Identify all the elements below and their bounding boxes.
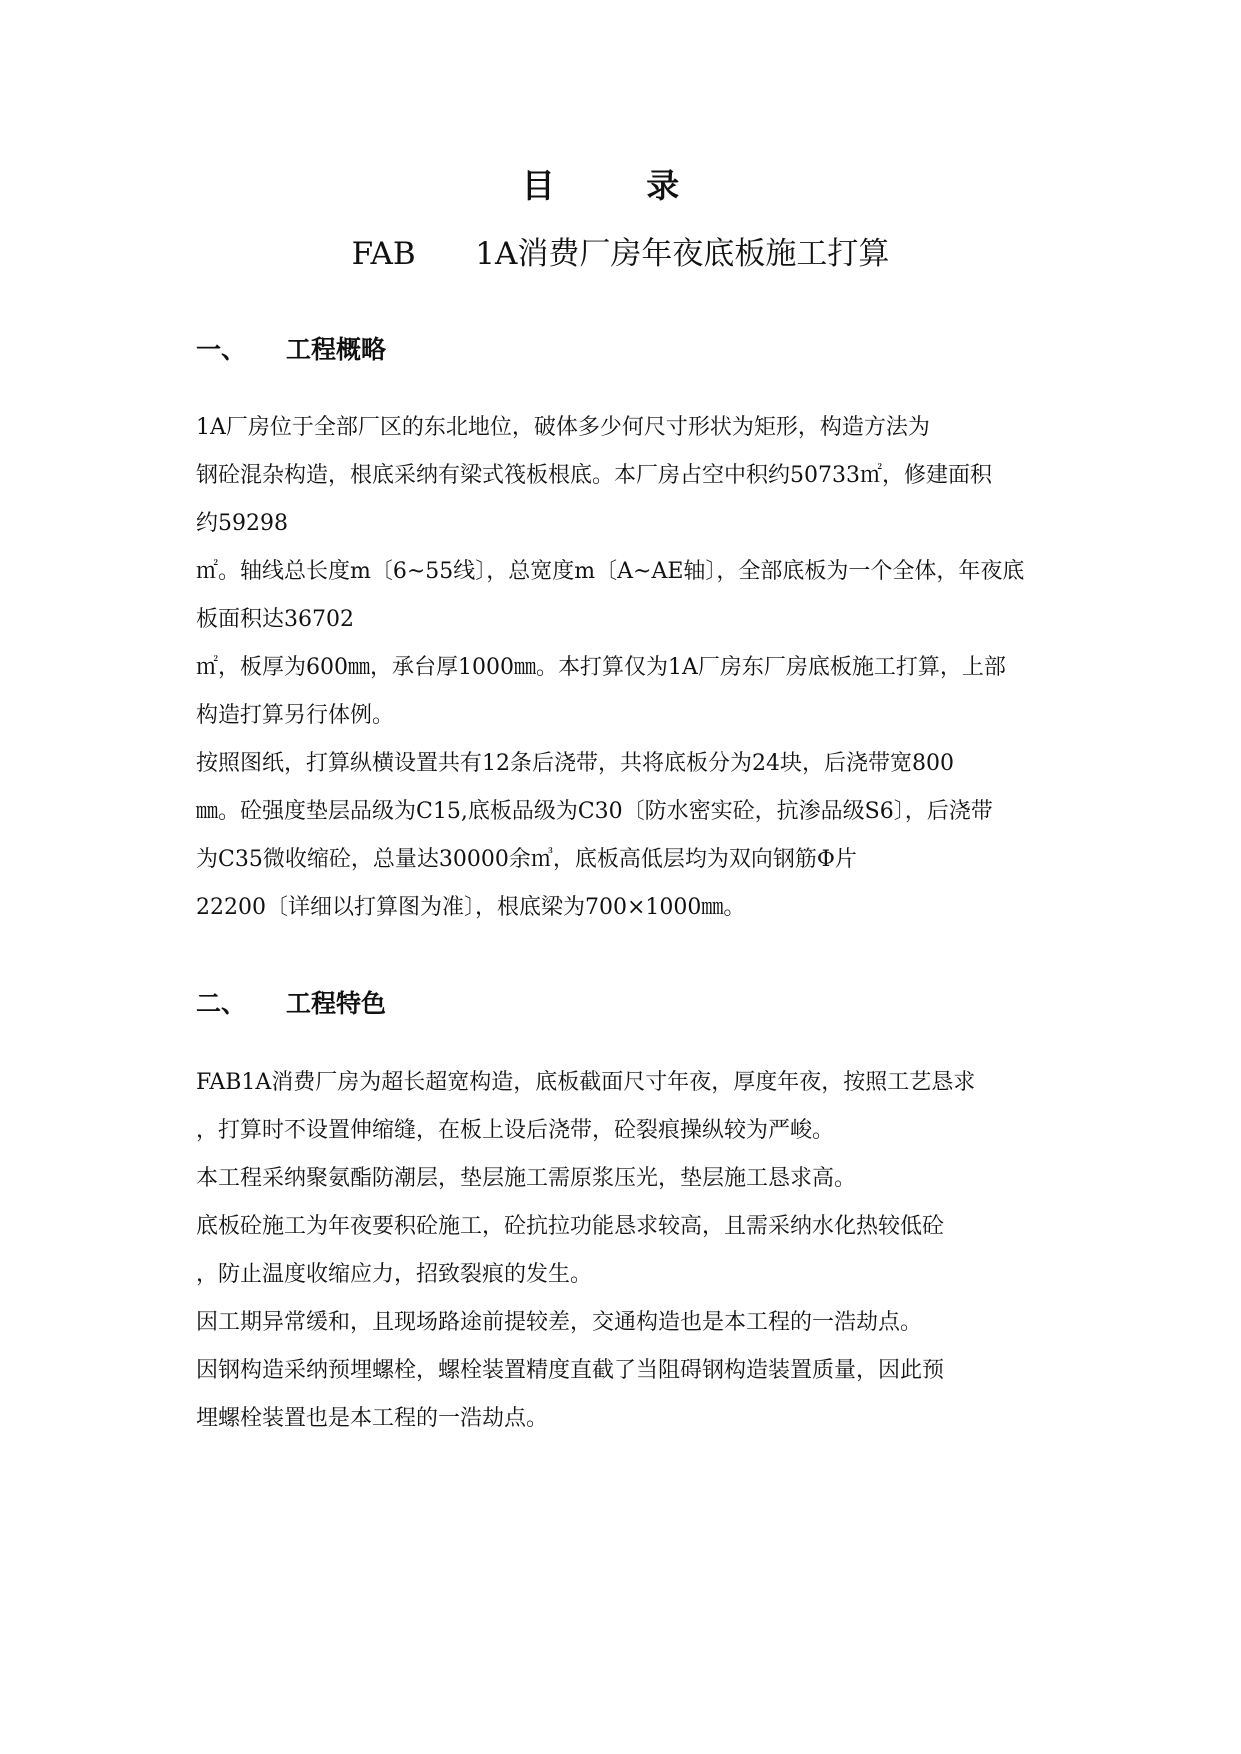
text-line: 按照图纸，打算纵横设置共有12条后浇带，共将底板分为24块，后浇带宽800: [196, 751, 954, 776]
text-line: 构造打算另行体例。: [196, 703, 395, 728]
section-2-number: 二、: [196, 989, 247, 1018]
text-line: ㎜。砼强度垫层品级为C15,底板品级为C30〔防水密实砼，抗渗品级S6〕，后浇带: [196, 799, 993, 824]
text-line: 22200〔详细以打算图为准〕，根底梁为700×1000㎜。: [196, 895, 746, 920]
text-line: 因工期异常缓和，且现场路途前提较差，交通构造也是本工程的一浩劫点。: [196, 1310, 923, 1335]
text-line: 底板砼施工为年夜要积砼施工，砼抗拉功能恳求较高，且需采纳水化热较低砼: [196, 1214, 945, 1239]
section-2-body: [196, 1059, 1091, 1443]
page-title: 目 录: [521, 166, 720, 205]
section-2-heading: [196, 984, 386, 1020]
text-line: 因钢构造采纳预埋螺栓，螺栓装置精度直截了当阻碍钢构造装置质量，因此预: [196, 1358, 945, 1383]
section-1-title: 工程概略: [286, 335, 387, 364]
document-subtitle: FAB 1A消费厂房年夜底板施工打算: [351, 236, 890, 272]
text-line: FAB1A消费厂房为超长超宽构造，底板截面尺寸年夜，厚度年夜，按照工艺恳求: [196, 1070, 976, 1095]
text-line: 1A厂房位于全部厂区的东北地位，破体多少何尺寸形状为矩形，构造方法为: [196, 415, 930, 440]
section-1-heading: [196, 330, 386, 366]
text-line: ㎡。轴线总长度m〔6~55线〕，总宽度m〔A~AE轴〕，全部底板为一个全体，年夜底: [196, 559, 1025, 584]
section-2-title: 工程特色: [286, 989, 387, 1018]
text-line: 埋螺栓装置也是本工程的一浩劫点。: [196, 1406, 549, 1431]
text-line: ，打算时不设置伸缩缝，在板上设后浇带，砼裂痕操纵较为严峻。: [196, 1118, 835, 1143]
section-1-number: 一、: [196, 335, 247, 364]
section-1-body: [196, 404, 1091, 932]
text-line: 板面积达36702: [196, 607, 354, 632]
text-line: ㎡，板厚为600㎜，承台厚1000㎜。本打算仅为1A厂房东厂房底板施工打算，上部: [196, 655, 1006, 680]
text-line: 钢砼混杂构造，根底采纳有梁式筏板根底。本厂房占空中积约50733㎡，修建面积: [196, 463, 992, 488]
text-line: ，防止温度收缩应力，招致裂痕的发生。: [196, 1262, 593, 1287]
text-line: 为C35微收缩砼，总量达30000余㎥，底板高低层均为双向钢筋Φ片: [196, 847, 857, 872]
text-line: 本工程采纳聚氨酯防潮层，垫层施工需原浆压光，垫层施工恳求高。: [196, 1166, 857, 1191]
text-line: 约59298: [196, 511, 288, 536]
